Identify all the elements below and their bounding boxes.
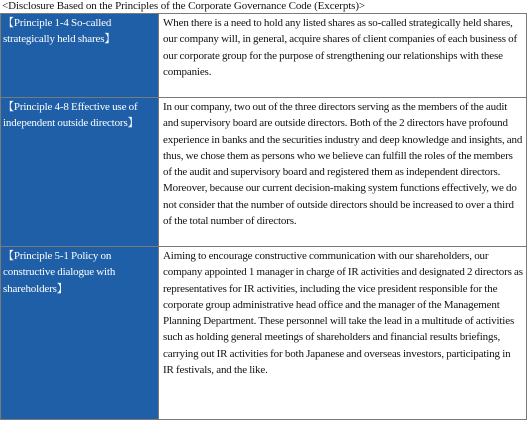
principle-description: In our company, two out of the three directors serving as the members of the audit and supervisory board are outside directors. Both of the 2 directors have profound experience in banks and the securities industry and deep knowledge and insights, and thus, we chose them as persons who we believe can fulfill the roles of the members of the audit and supervisory board and registered them as independent directors. Moreover, because our current decision-making system functions effectively, we do not consider that the number of outside directors should be increased to over a third of the total number of directors.	[159, 98, 527, 247]
table-row	[1, 98, 527, 247]
table-row	[1, 247, 527, 420]
principle-label: 【Principle 4-8 Effective use of independent outside directors】	[1, 98, 159, 247]
principle-label: 【Principle 1-4 So-called strategically held shares】	[1, 14, 159, 98]
principle-description: When there is a need to hold any listed shares as so-called strategically held shares, our company will, in general, acquire shares of client companies of each business of our corporate group for the purpose of strengthening our relationships with these companies.	[159, 14, 527, 98]
principle-description: Aiming to encourage constructive communication with our shareholders, our company appointed 1 manager in charge of IR activities and designated 2 directors as representatives for IR activities, including the vice president responsible for the corporate group administrative head office and the manager of the Management Planning Department. These personnel will take the lead in a multitude of activities such as holding general meetings of shareholders and financial results briefings, carrying out IR activities for both Japanese and overseas investors, participating in IR festivals, and the like.	[159, 247, 527, 420]
principle-label: 【Principle 5-1 Policy on constructive dialogue with shareholders】	[1, 247, 159, 420]
document-caption: <Disclosure Based on the Principles of the Corporate Governance Code (Excerpts)>	[2, 0, 366, 12]
table-row	[1, 14, 527, 98]
governance-disclosure-table	[0, 13, 527, 420]
